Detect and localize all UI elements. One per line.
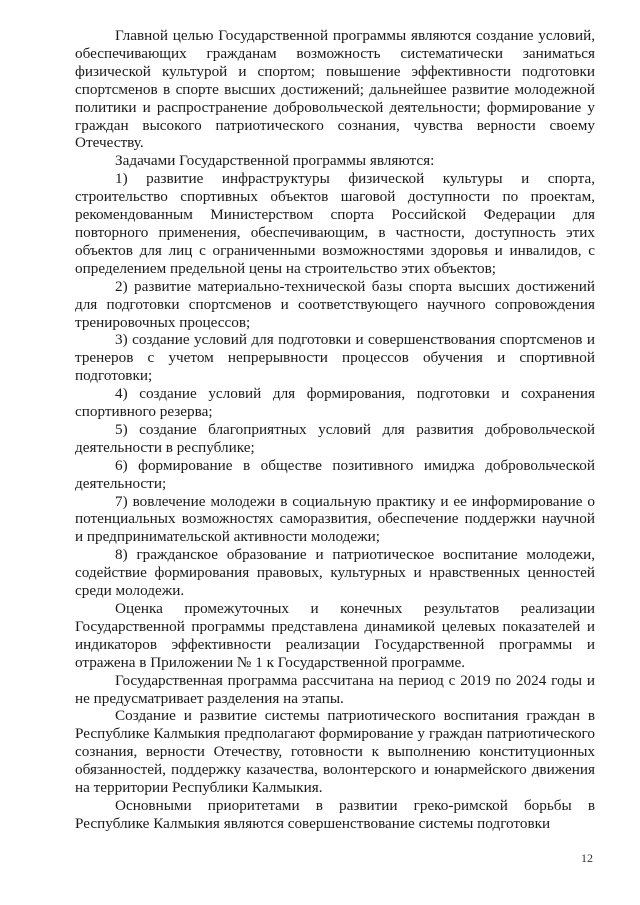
page-number: 12 (581, 851, 593, 865)
list-item-task-6: 6) формирование в обществе позитивного имиджа добровольческой деятельности; (75, 456, 595, 492)
list-item-task-4: 4) создание условий для формирования, подготовки и сохранения спортивного резерва; (75, 385, 595, 421)
paragraph-tasks-intro: Задачами Государственной программы являются: (115, 152, 435, 170)
paragraph-results-evaluation: Оценка промежуточных и конечных результатов реализации Государственной программы представлена динамикой целевых показателей и индикаторов эффективности реализации Государственной программы и отражена в Приложении № 1 к Государственной программе. (75, 600, 595, 671)
list-item-task-2: 2) развитие материально-технической базы спорта высших достижений для подготовки спортсменов и соответствующего научного сопровождения тренировочных процессов; (75, 277, 595, 331)
paragraph-patriotic-education: Создание и развитие системы патриотического воспитания граждан в Республике Калмыкия предполагают формирование у граждан патриотического сознания, верности Отечеству, готовности к выполнению конституционных обязанностей, поддержку казачества, волонтерского и юнармейского движения на территории Республики Калмыкия. (75, 707, 595, 797)
list-item-task-8: 8) гражданское образование и патриотическое воспитание молодежи, содействие формирования правовых, культурных и нравственных ценностей среди молодежи. (75, 546, 595, 600)
list-item-task-7: 7) вовлечение молодежи в социальную практику и ее информирование о потенциальных возможностях саморазвития, обеспечение поддержки научной и предпринимательской активности молодежи; (75, 492, 595, 546)
list-item-task-5: 5) создание благоприятных условий для развития добровольческой деятельности в республике; (75, 420, 595, 456)
page-body (75, 27, 595, 833)
list-item-task-3: 3) создание условий для подготовки и совершенствования спортсменов и тренеров с учетом непрерывности процессов обучения и спортивной подготовки; (75, 331, 595, 385)
paragraph-program-period: Государственная программа рассчитана на период с 2019 по 2024 годы и не предусматривает разделения на этапы. (75, 671, 595, 707)
paragraph-program-goal: Главной целью Государственной программы являются создание условий, обеспечивающих гражданам возможность систематически заниматься физической культурой и спортом; повышение эффективности подготовки спортсменов в спорте высших достижений; дальнейшее развитие молодежной политики и распространение добровольческой деятельности; формирование у граждан высокого патриотического сознания, чувства верности своему Отечеству. (75, 27, 595, 152)
list-item-task-1: 1) развитие инфраструктуры физической культуры и спорта, строительство спортивных объектов шаговой доступности по проектам, рекомендованным Министерством спорта Российской Федерации для повторного применения, обеспечивающим, в частности, доступность этих объектов для лиц с ограниченными возможностями здоровья и инвалидов, с определением предельной цены на строительство этих объектов; (75, 170, 595, 277)
paragraph-wrestling-priorities: Основными приоритетами в развитии греко-римской борьбы в Республике Калмыкия являются совершенствование системы подготовки (75, 796, 595, 832)
